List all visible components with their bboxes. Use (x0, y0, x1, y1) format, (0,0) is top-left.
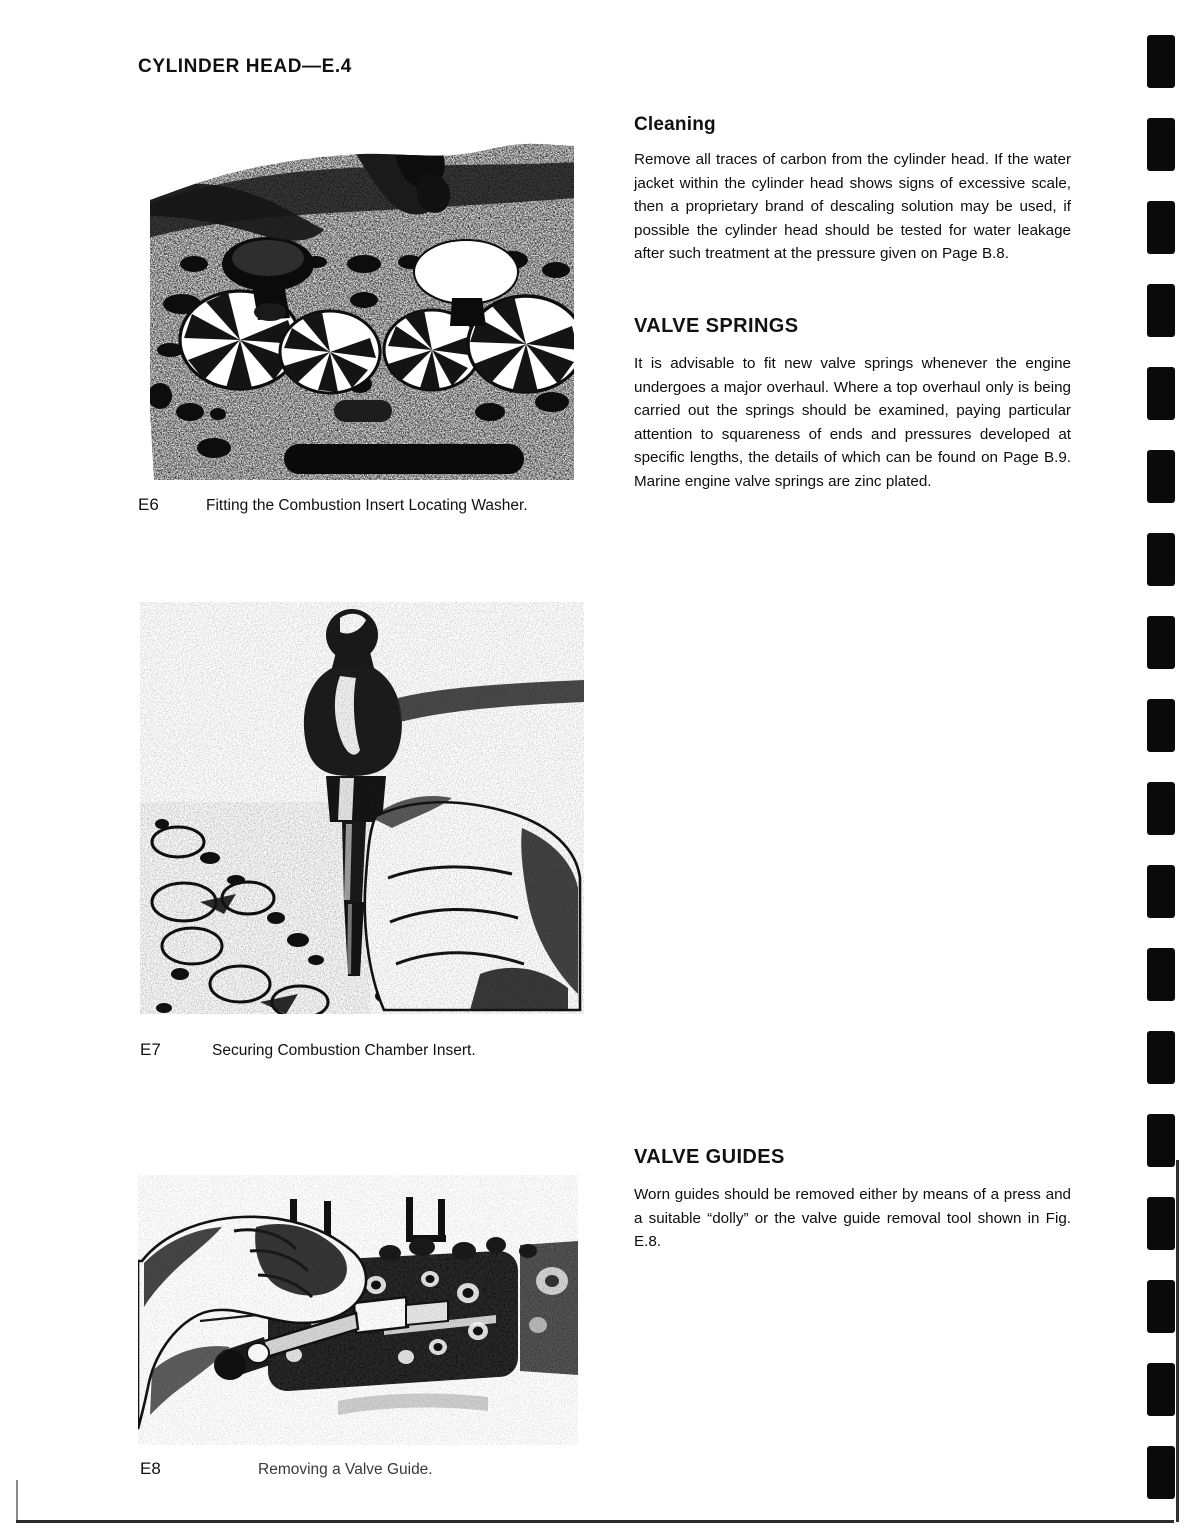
binding-punch-mark (1147, 1114, 1175, 1167)
binding-punch-mark (1147, 1446, 1175, 1499)
section-valve-guides-heading: VALVE GUIDES (634, 1146, 785, 1168)
section-valve-springs (634, 315, 1071, 494)
background-head (520, 1241, 578, 1375)
page-title: CYLINDER HEAD—E.4 (138, 56, 352, 77)
binding-punch-mark (1147, 450, 1175, 503)
figure-e6-number: E6 (138, 495, 159, 514)
figure-e7-caption: Securing Combustion Chamber Insert. (212, 1042, 476, 1059)
figure-e8-number: E8 (140, 1459, 161, 1478)
scan-edge-left (16, 1480, 18, 1522)
section-cleaning-body: Remove all traces of carbon from the cylinder head. If the water jacket within the cylinder head shows signs of excessive scale, then a proprietary brand of descaling solution may be used, if possible the cylinder head should be tested for water leakage after such treatment at the pressure given on Page B.8. (634, 151, 1071, 263)
section-cleaning-heading: Cleaning (634, 114, 716, 135)
binding-punch-strip (1147, 0, 1177, 1538)
binding-punch-mark (1147, 1363, 1175, 1416)
oilway-slot-large (284, 444, 524, 474)
figure-e6-photo (148, 112, 576, 484)
binding-punch-mark (1147, 1197, 1175, 1250)
binding-punch-mark (1147, 35, 1175, 88)
binding-punch-mark (1147, 118, 1175, 171)
section-valve-guides-body: Worn guides should be removed either by means of a press and a suitable “dolly” or the valve guide removal tool shown in Fig. E.8. (634, 1186, 1071, 1251)
binding-punch-mark (1147, 1031, 1175, 1084)
binding-punch-mark (1147, 1280, 1175, 1333)
figure-e7 (140, 602, 584, 1059)
section-valve-springs-body: It is advisable to fit new valve springs whenever the engine undergoes a major overhaul. Where a top overhaul only is being carried out the springs should be examined, paying particular attention to squareness of ends and pressures developed at specific lengths, the details of which can be found on Page B.9. Marine engine valve springs are zinc plated. (634, 355, 1071, 490)
valve-seat-right-b (468, 296, 576, 392)
binding-punch-mark (1147, 865, 1175, 918)
binding-punch-mark (1147, 948, 1175, 1001)
binding-punch-mark (1147, 201, 1175, 254)
section-valve-guides (634, 1146, 1071, 1254)
binding-punch-mark (1147, 367, 1175, 420)
section-cleaning (634, 114, 1071, 266)
figure-e8-photo (138, 1175, 578, 1445)
figure-e6-caption: Fitting the Combustion Insert Locating Washer. (206, 497, 528, 514)
binding-punch-mark (1147, 533, 1175, 586)
figure-e6 (138, 112, 576, 514)
binding-punch-mark (1147, 782, 1175, 835)
oilway-slot-small (334, 400, 392, 422)
figure-e8 (138, 1175, 578, 1478)
scan-edge-right (1176, 1160, 1179, 1522)
figure-e7-number: E7 (140, 1040, 161, 1059)
binding-punch-mark (1147, 616, 1175, 669)
valve-seat-left-b (280, 311, 380, 393)
binding-punch-mark (1147, 284, 1175, 337)
scan-edge-bottom (16, 1520, 1174, 1523)
section-valve-springs-heading: VALVE SPRINGS (634, 315, 799, 337)
figure-e8-caption: Removing a Valve Guide. (258, 1461, 433, 1478)
figure-e7-photo (140, 602, 584, 1014)
binding-punch-mark (1147, 699, 1175, 752)
